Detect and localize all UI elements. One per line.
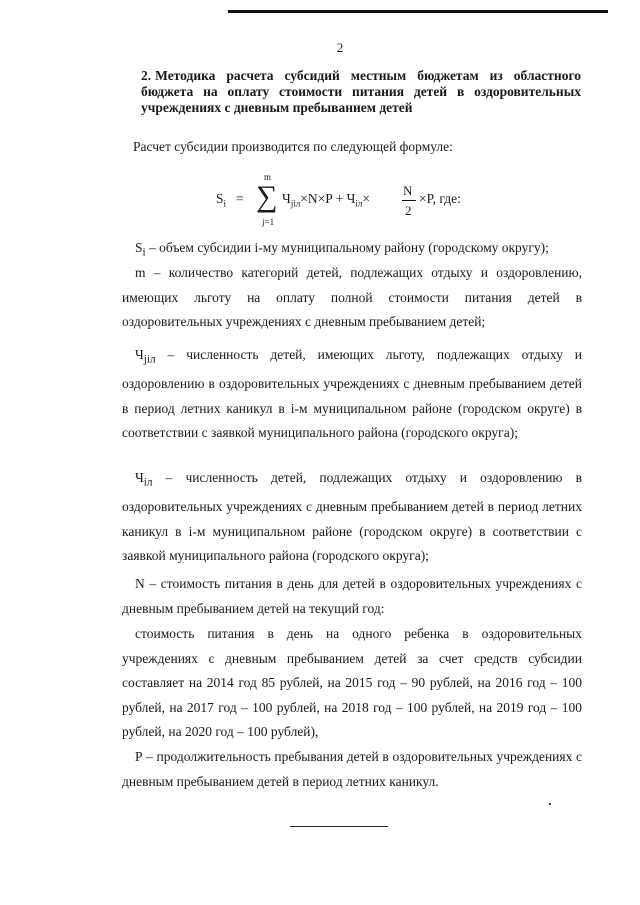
sigma-icon: ∑ xyxy=(256,180,278,213)
bottom-rule xyxy=(290,826,388,827)
paragraph-text: m – количество категорий детей, подлежащих отдыху и оздоровлению, имеющих льготу на оплату полной стоимости питания детей в оздоровительных учреждениях с дневным пребыванием детей; xyxy=(122,265,582,329)
paragraph-text: Р – продолжительность пребывания детей в оздоровительных учреждениях с дневным пребыванием детей в период летних каникул. xyxy=(122,749,582,789)
formula-fraction-denominator: 2 xyxy=(405,203,412,218)
formula-equals: = xyxy=(236,191,244,206)
definition-chil xyxy=(122,466,582,569)
formula-sum-lower: j=1 xyxy=(262,217,275,227)
section-title: Методика расчета субсидий местным бюджетам из областного бюджета на оплату стоимости питания детей в оздоровительных учреждениях с дневным пребыванием детей xyxy=(141,68,581,115)
definition-m xyxy=(122,261,582,335)
formula-fraction-numerator: N xyxy=(403,183,413,198)
paragraph-text: $Ч_{iл}$ – численность детей, подлежащих отдыху и оздоровлению в оздоровительных учреждениях с дневным пребыванием детей в период летних каникул в i-м муниципальном районе (городском округе) в соответствии с заявкой муниципального района (городского округа); xyxy=(122,470,582,564)
page-number: 2 xyxy=(336,40,344,55)
paragraph-text: $Ч_{jiл}$ – численность детей, имеющих льготу, подлежащих отдыху и оздоровлению в оздоровительных учреждениях с дневным пребыванием детей в период летних каникул в i-м муниципальном районе (городском округе) в соответствии с заявкой муниципального района (городского округа); xyxy=(122,347,582,441)
section-heading xyxy=(141,68,581,116)
paragraph-text: стоимость питания в день на одного ребенка в оздоровительных учреждениях с дневным пребыванием детей за счет средств субсидии составляет на 2014 год 85 рублей, на 2015 год – 90 рублей, на 2016 год – 100 рублей, на 2017 год – 100 рублей, на 2018 год – 100 рублей, на 2019 год – 100 рублей, на 2020 год – 100 рублей), xyxy=(122,626,582,739)
section-number: 2. xyxy=(141,68,152,83)
intro-text: Расчет субсидии производится по следующей формуле: xyxy=(133,139,453,154)
paragraph-text: $S_i$ – объем субсидии i-му муниципальному району (городскому округу); xyxy=(135,240,549,259)
definition-chjil xyxy=(122,343,582,446)
formula xyxy=(216,172,516,228)
formula-lhs: $S_i$ xyxy=(216,191,227,209)
formula-term2-rest: ×P, где: xyxy=(419,191,461,206)
formula-sum-upper: m xyxy=(264,172,272,182)
definition-n xyxy=(122,572,582,621)
stray-mark xyxy=(549,803,551,805)
fraction-bar xyxy=(402,200,416,201)
meal-cost-details xyxy=(122,622,582,745)
formula-term1: $Ч_{jiл}\times N\times P + Ч_{iл}\times$ xyxy=(282,191,371,209)
paragraph-text: N – стоимость питания в день для детей в оздоровительных учреждениях с дневным пребыванием детей на текущий год: xyxy=(122,576,582,616)
top-rule xyxy=(228,10,608,13)
definition-p xyxy=(122,745,582,794)
